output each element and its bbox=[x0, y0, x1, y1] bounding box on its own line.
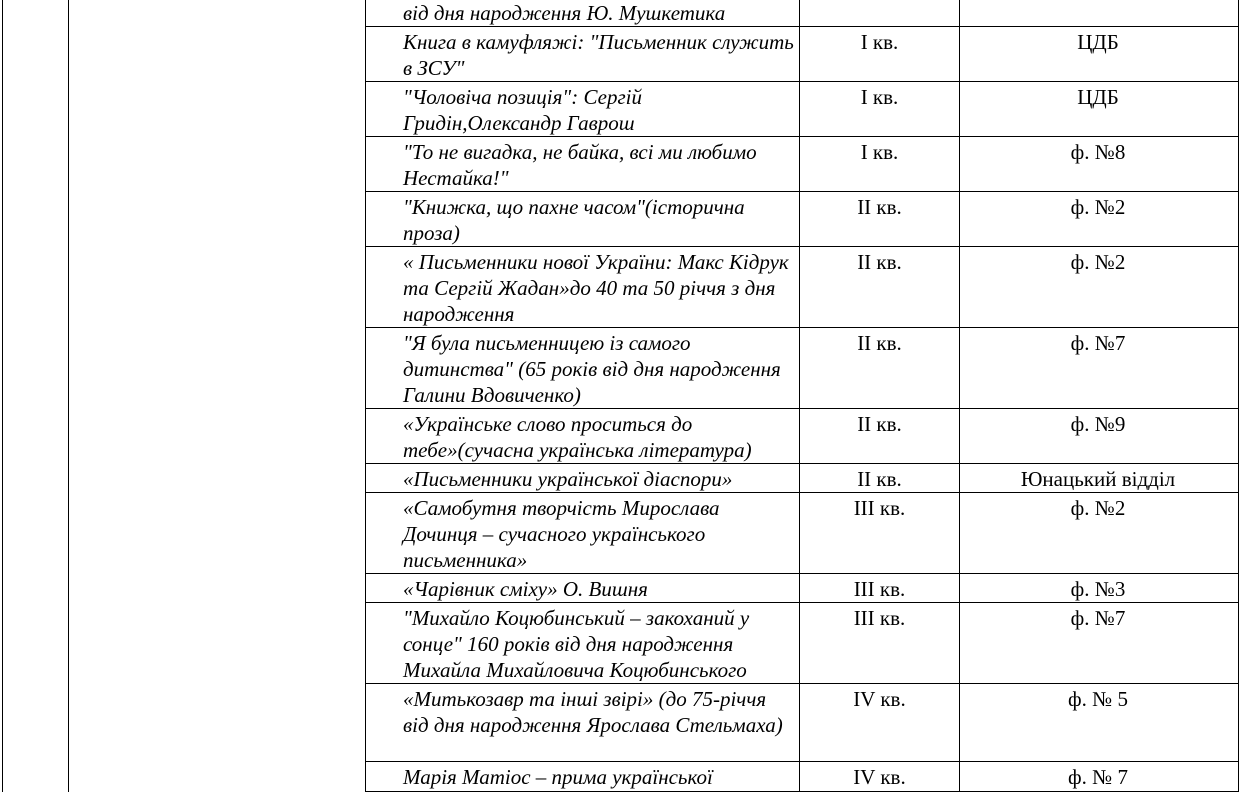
event-quarter: ІІ кв. bbox=[800, 192, 960, 247]
event-place: ф. №7 bbox=[960, 603, 1239, 684]
event-quarter: ІІ кв. bbox=[800, 464, 960, 493]
event-quarter: ІІІ кв. bbox=[800, 574, 960, 603]
event-quarter: ІІ кв. bbox=[800, 247, 960, 328]
event-place: ф. №9 bbox=[960, 409, 1239, 464]
event-title: «Письменники української діаспори» bbox=[366, 464, 800, 493]
event-title: « Письменники нової України: Макс Кідрук та Сергій Жадан»до 40 та 50 річчя з дня народження bbox=[366, 247, 800, 328]
event-title: "То не вигадка, не байка, всі ми любимо Нестайка!" bbox=[366, 137, 800, 192]
event-quarter: І кв. bbox=[800, 27, 960, 82]
section-column-cell bbox=[69, 0, 366, 792]
event-place: ЦДБ bbox=[960, 27, 1239, 82]
event-quarter: IV кв. bbox=[800, 762, 960, 792]
event-place: ф. №8 bbox=[960, 137, 1239, 192]
event-title: «Українське слово проситься до тебе»(сучасна українська література) bbox=[366, 409, 800, 464]
event-title: «Митькозавр та інші звірі» (до 75-річчя від дня народження Ярослава Стельмаха) bbox=[366, 684, 800, 762]
event-quarter: ІІІ кв. bbox=[800, 603, 960, 684]
event-title: від дня народження Ю. Мушкетика bbox=[366, 0, 800, 27]
event-place: ф. № 5 bbox=[960, 684, 1239, 762]
event-quarter: ІІ кв. bbox=[800, 409, 960, 464]
event-title: "Я була письменницею із самого дитинства" (65 років від дня народження Галини Вдовиченко) bbox=[366, 328, 800, 409]
event-place: ф. № 7 bbox=[960, 762, 1239, 792]
event-quarter bbox=[800, 0, 960, 27]
table-row bbox=[3, 0, 1239, 27]
event-place: Юнацький відділ bbox=[960, 464, 1239, 493]
event-place: ф. №2 bbox=[960, 192, 1239, 247]
event-title: "Чоловіча позиція": Сергій Гридін,Олександр Гаврош bbox=[366, 82, 800, 137]
event-place bbox=[960, 0, 1239, 27]
event-title: "Книжка, що пахне часом"(історична проза) bbox=[366, 192, 800, 247]
event-title: «Чарівник сміху» О. Вишня bbox=[366, 574, 800, 603]
event-title: Марія Матіос – прима української bbox=[366, 762, 800, 792]
event-quarter: І кв. bbox=[800, 137, 960, 192]
event-place: ф. №7 bbox=[960, 328, 1239, 409]
event-place: ф. №2 bbox=[960, 247, 1239, 328]
events-table bbox=[2, 0, 1239, 792]
event-title: "Михайло Коцюбинський – закоханий у сонце" 160 років від дня народження Михайла Михайловича Коцюбинського bbox=[366, 603, 800, 684]
event-quarter: ІІІ кв. bbox=[800, 493, 960, 574]
event-place: ф. №2 bbox=[960, 493, 1239, 574]
event-title: Книга в камуфляжі: "Письменник служить в ЗСУ" bbox=[366, 27, 800, 82]
event-place: ф. №3 bbox=[960, 574, 1239, 603]
number-column-cell bbox=[3, 0, 69, 792]
event-place: ЦДБ bbox=[960, 82, 1239, 137]
event-title: «Самобутня творчість Мирослава Дочинця – сучасного українського письменника» bbox=[366, 493, 800, 574]
event-quarter: І кв. bbox=[800, 82, 960, 137]
event-quarter: IV кв. bbox=[800, 684, 960, 762]
event-quarter: ІІ кв. bbox=[800, 328, 960, 409]
